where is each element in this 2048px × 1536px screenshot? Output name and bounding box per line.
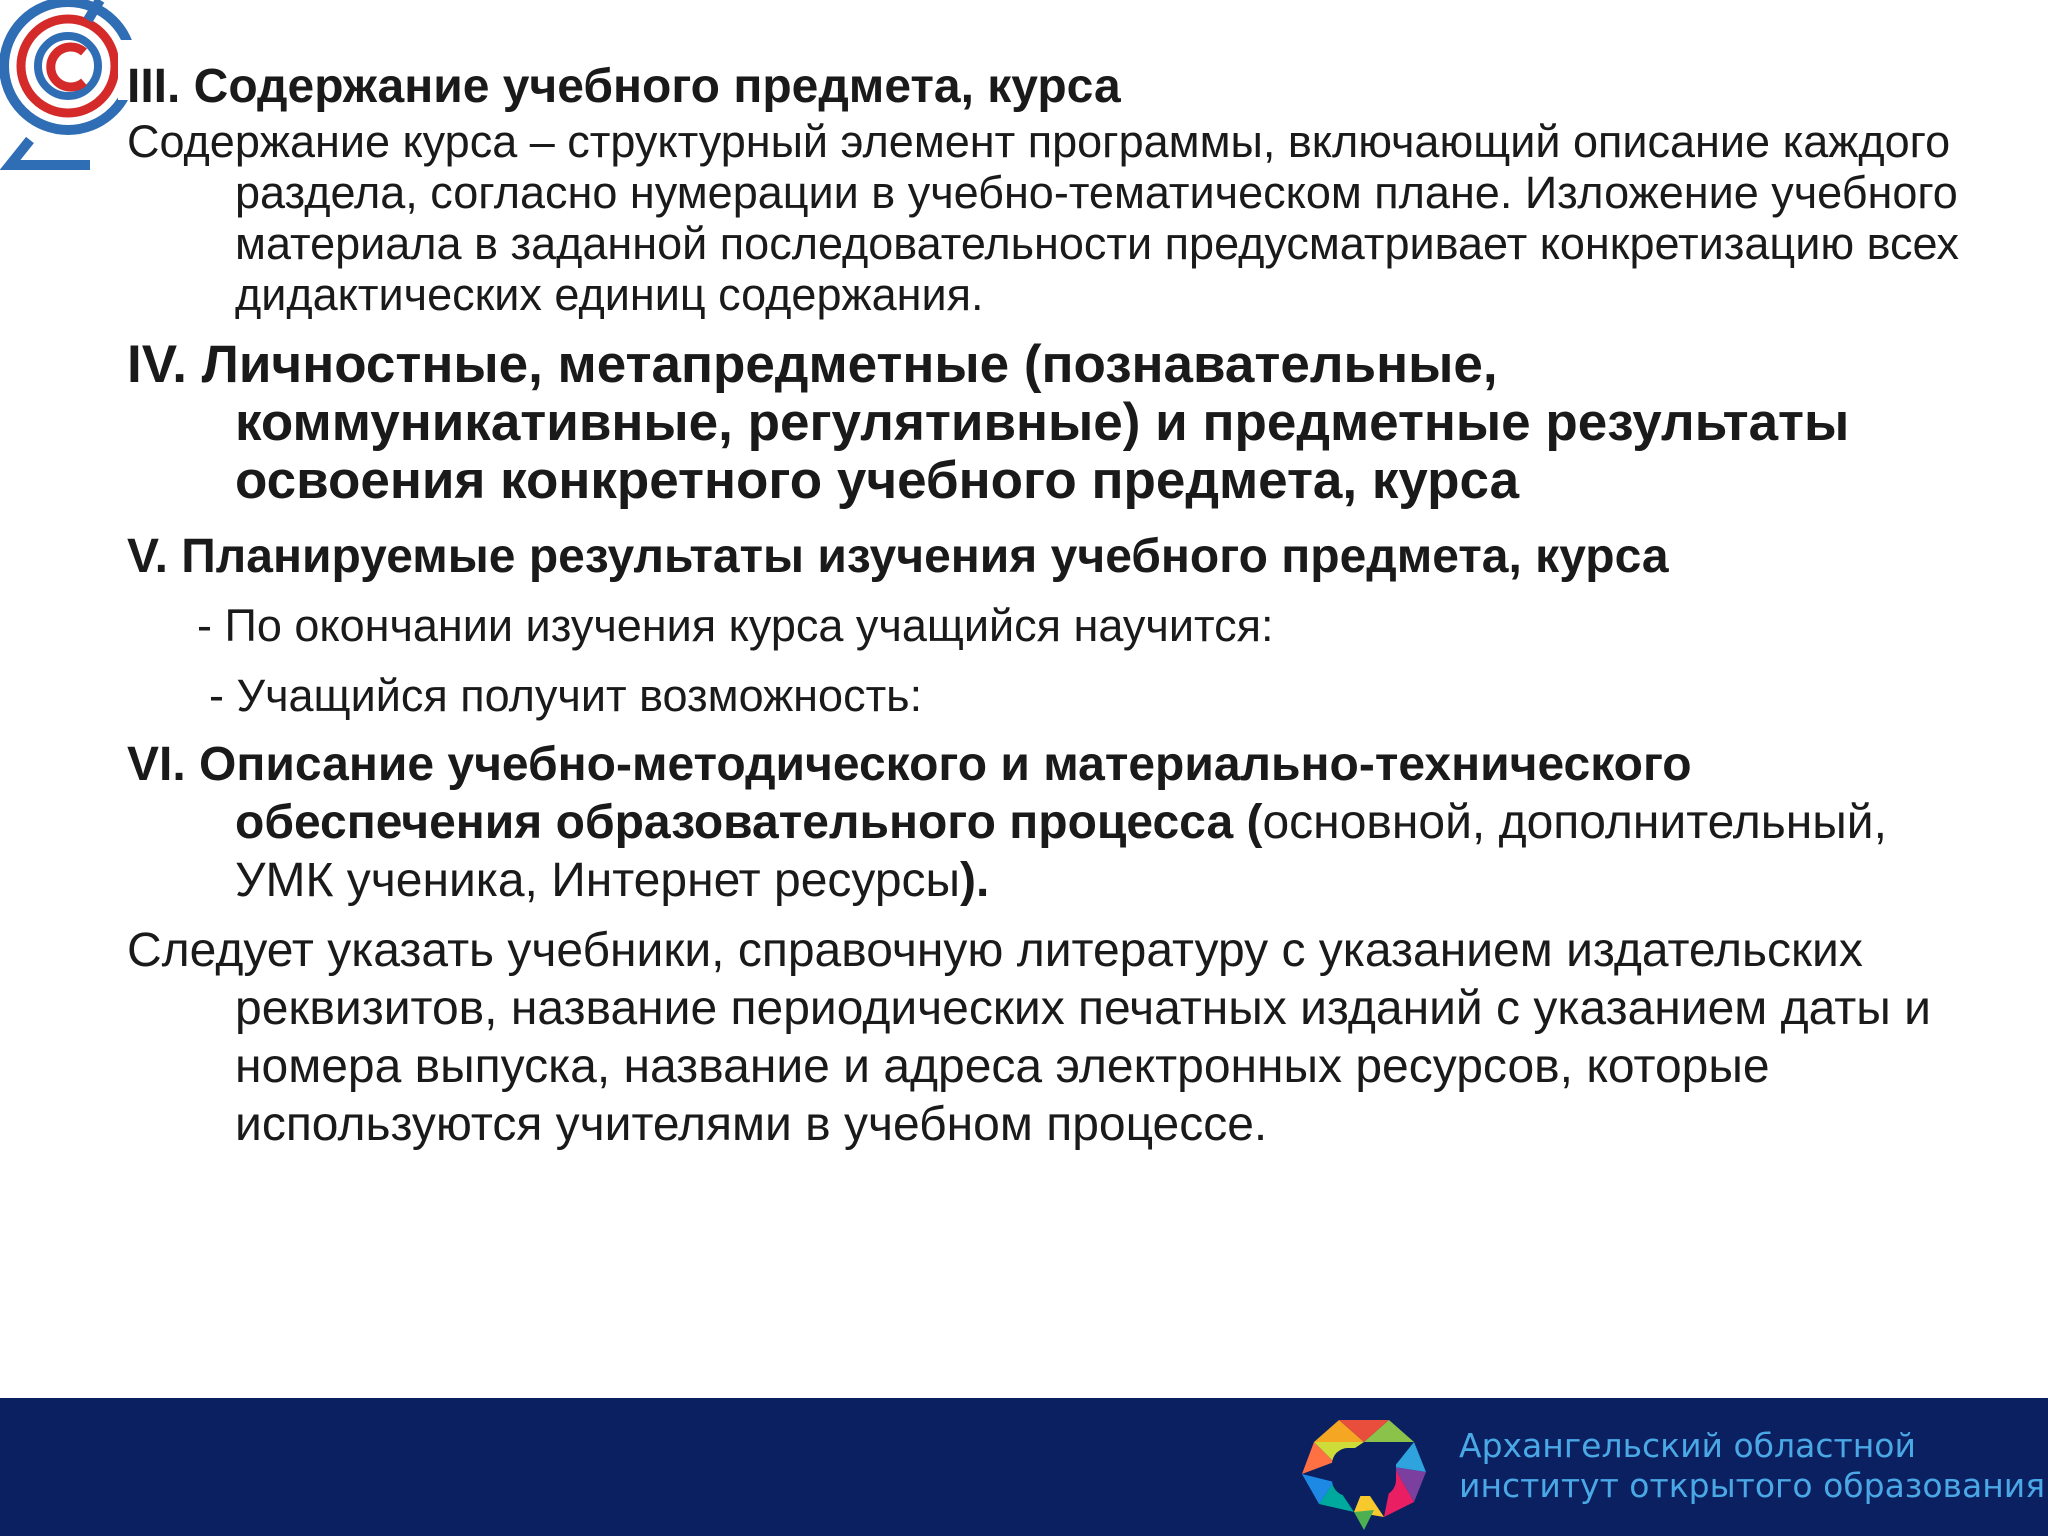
- section-6-title-bold: VI. Описание учебно-методического и материально-технического обеспечения образовательного процесса: [127, 738, 1692, 849]
- section-6-title: [127, 736, 1987, 910]
- section-5-title: V. Планируемые результаты изучения учебного предмета, курса: [127, 530, 1669, 583]
- footer-bar: [0, 1398, 2048, 1536]
- speech-bubble-logo-icon: [1294, 1412, 1432, 1532]
- section-5-bullet-1: - По окончании изучения курса учащийся научится:: [197, 600, 1274, 651]
- section-4-title: IV. Личностные, метапредметные (познавательные, коммуникативные, регулятивные) и предметные результаты освоения конкретного учебного предмета, курса: [127, 335, 1850, 510]
- footer-org-line-1: Архангельский областной: [1459, 1426, 1916, 1465]
- slide-content: [127, 58, 1987, 1154]
- footer-org-line-2: институт открытого образования: [1459, 1466, 2046, 1505]
- section-3-title: III. Содержание учебного предмета, курса: [127, 60, 1121, 113]
- section-3-body: Содержание курса – структурный элемент программы, включающий описание каждого раздела, согласно нумерации в учебно-тематическом плане. Изложение учебного материала в заданной последовательности предусматривает конкретизацию всех дидактических единиц содержания.: [127, 116, 1960, 320]
- section-6-paren-close: ).: [960, 854, 990, 907]
- footer-organization-name: [1459, 1426, 2045, 1506]
- closing-text: Следует указать учебники, справочную литературу с указанием издательских реквизитов, название периодических печатных изданий с указанием даты и номера выпуска, название и адреса электронных ресурсов, которые используются учителями в учебном процессе.: [127, 924, 1931, 1151]
- section-5-bullet-2: - Учащийся получит возможность:: [209, 670, 923, 721]
- section-6-paren-open: (: [1233, 796, 1263, 849]
- section-6-paren-content: основной, дополнительный, УМК ученика, Интернет ресурсы: [235, 796, 1887, 907]
